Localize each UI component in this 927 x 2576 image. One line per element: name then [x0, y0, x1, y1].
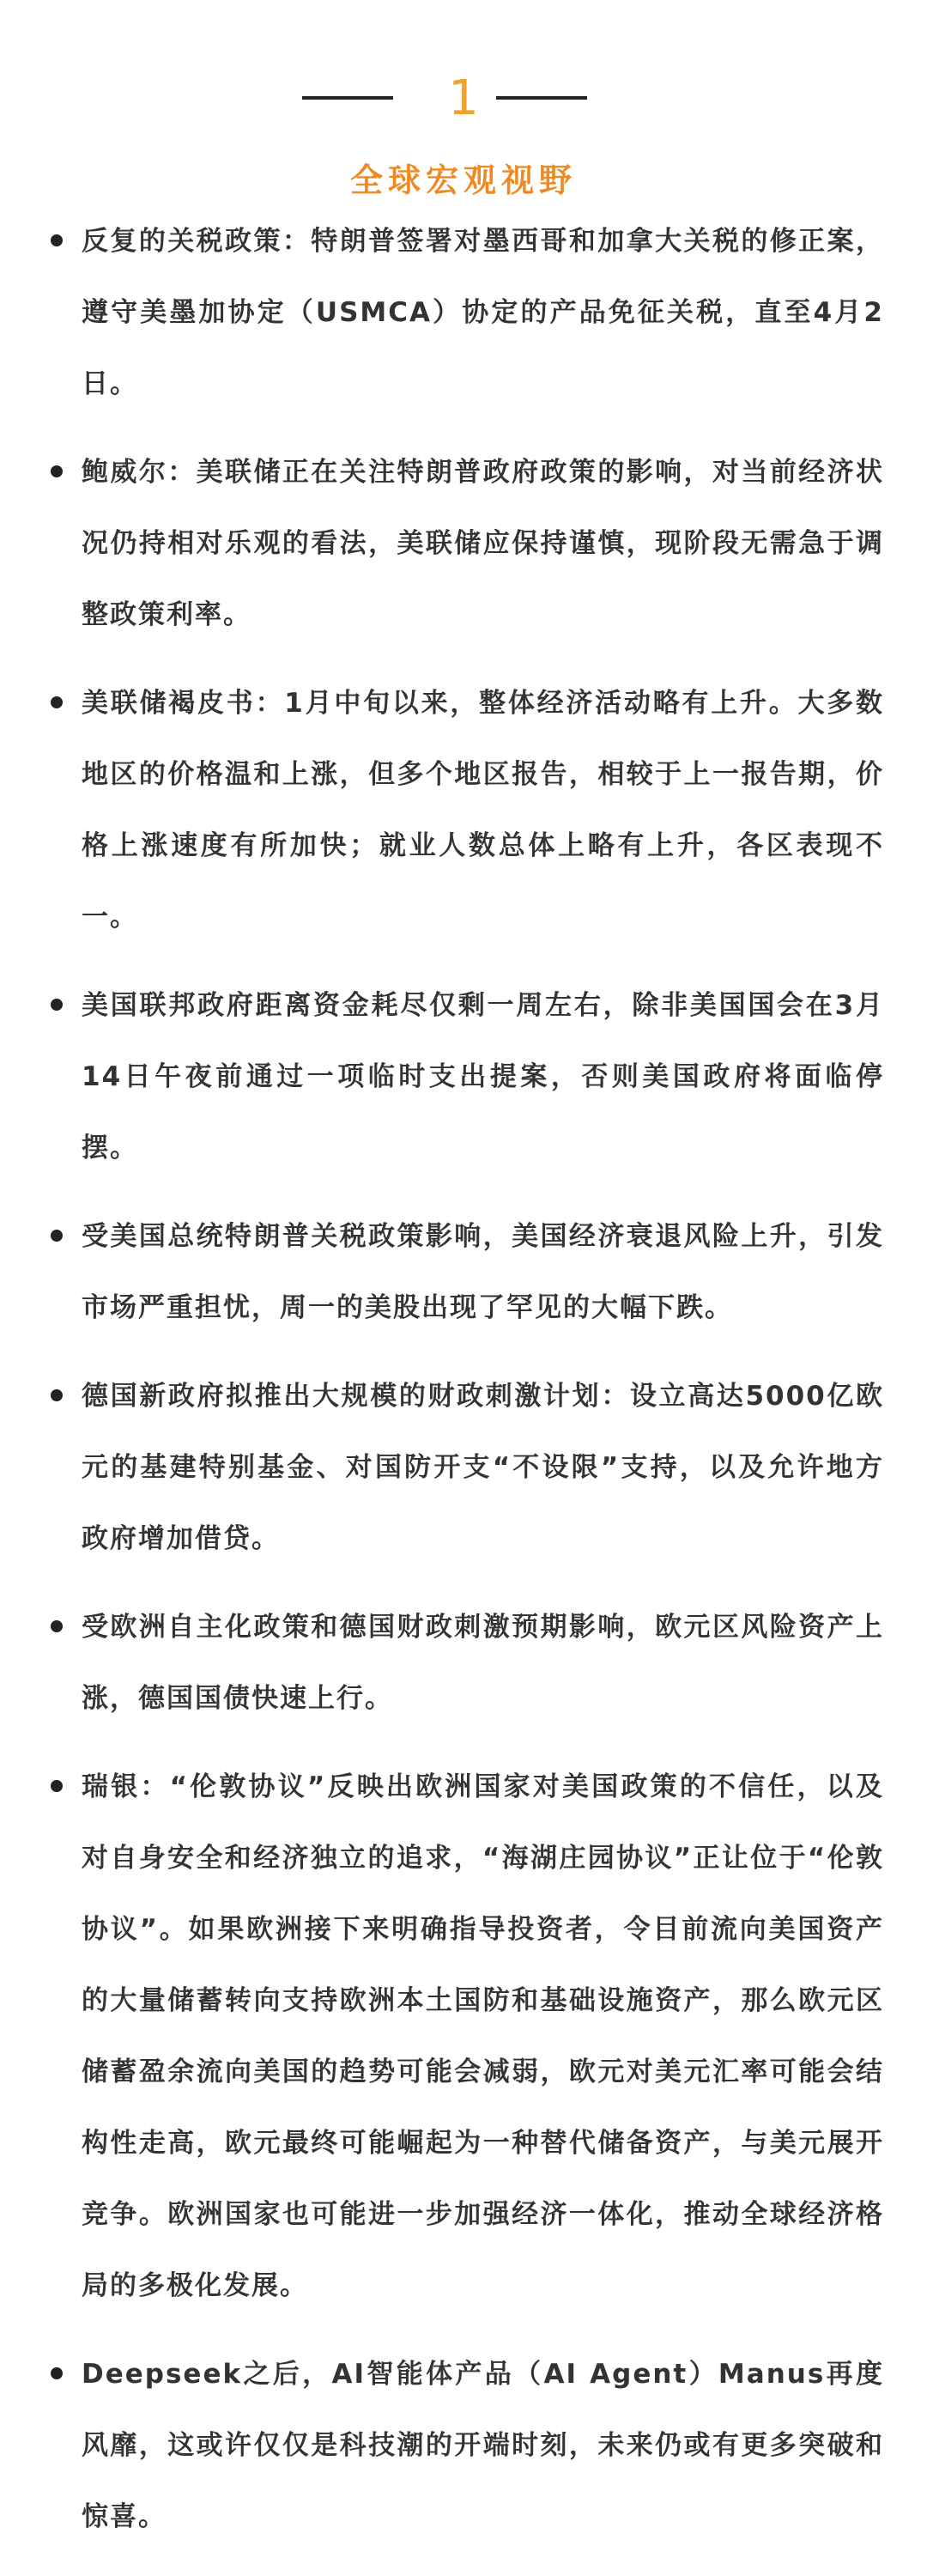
bullet-dot-icon	[51, 1230, 63, 1242]
bullet-dot-icon	[51, 1620, 63, 1632]
bullet-text: 反复的关税政策：特朗普签署对墨西哥和加拿大关税的修正案，遵守美墨加协定（USMCA）协定的产品免征关税，直至4月2日。	[82, 226, 884, 399]
bullet-text: 美联储褐皮书：1月中旬以来，整体经济活动略有上升。大多数地区的价格温和上涨，但多个地区报告，相较于上一报告期，价格上涨速度有所加快；就业人数总体上略有上升，各区表现不一。	[82, 688, 884, 933]
bullet-text: 鲍威尔：美联储正在关注特朗普政府政策的影响，对当前经济状况仍持相对乐观的看法，美联储应保持谨慎，现阶段无需急于调整政策利率。	[82, 457, 884, 630]
bullet-item	[47, 1201, 884, 1344]
bullet-text: Deepseek之后，AI智能体产品（AI Agent）Manus再度风靡，这或许仅仅是科技潮的开端时刻，未来仍或有更多突破和惊喜。	[82, 2359, 884, 2532]
bullet-text: 美国联邦政府距离资金耗尽仅剩一周左右，除非美国国会在3月14日午夜前通过一项临时支出提案，否则美国政府将面临停摆。	[82, 990, 884, 1163]
bullet-text: 德国新政府拟推出大规模的财政刺激计划：设立高达5000亿欧元的基建特别基金、对国防开支“不设限”支持，以及允许地方政府增加借贷。	[82, 1381, 884, 1554]
bullet-text: 瑞银：“伦敦协议”反映出欧洲国家对美国政策的不信任，以及对自身安全和经济独立的追求，“海湖庄园协议”正让位于“伦敦协议”。如果欧洲接下来明确指导投资者，令目前流向美国资产的大量储蓄转向支持欧洲本土国防和基础设施资产，那么欧元区储蓄盈余流向美国的趋势可能会减弱，欧元对美元汇率可能会结构性走高，欧元最终可能崛起为一种替代储备资产，与美元展开竞争。欧洲国家也可能进一步加强经济一体化，推动全球经济格局的多极化发展。	[82, 1771, 884, 2301]
bullet-dot-icon	[51, 696, 63, 708]
bullet-dot-icon	[51, 234, 63, 246]
bullet-dot-icon	[51, 1780, 63, 1792]
bullet-dot-icon	[51, 2367, 63, 2379]
section-title: 全球宏观视野	[349, 161, 577, 199]
bullet-item	[47, 206, 884, 420]
bullet-item	[47, 1361, 884, 1575]
bullet-dot-icon	[51, 1389, 63, 1401]
bullet-list	[47, 206, 884, 2570]
bullet-dot-icon	[51, 999, 63, 1011]
bullet-dot-icon	[51, 465, 63, 477]
bullet-text: 受美国总统特朗普关税政策影响，美国经济衰退风险上升，引发市场严重担忧，周一的美股出现了罕见的大幅下跌。	[82, 1221, 884, 1323]
bullet-item	[47, 1752, 884, 2322]
section-number: 1	[448, 70, 479, 126]
bullet-item	[47, 1592, 884, 1735]
bullet-item	[47, 2339, 884, 2553]
section-header	[0, 60, 927, 137]
header-right-rule	[496, 96, 587, 100]
bullet-item	[47, 970, 884, 1184]
bullet-text: 受欧洲自主化政策和德国财政刺激预期影响，欧元区风险资产上涨，德国国债快速上行。	[82, 1612, 884, 1714]
bullet-item	[47, 437, 884, 651]
bullet-item	[47, 668, 884, 953]
